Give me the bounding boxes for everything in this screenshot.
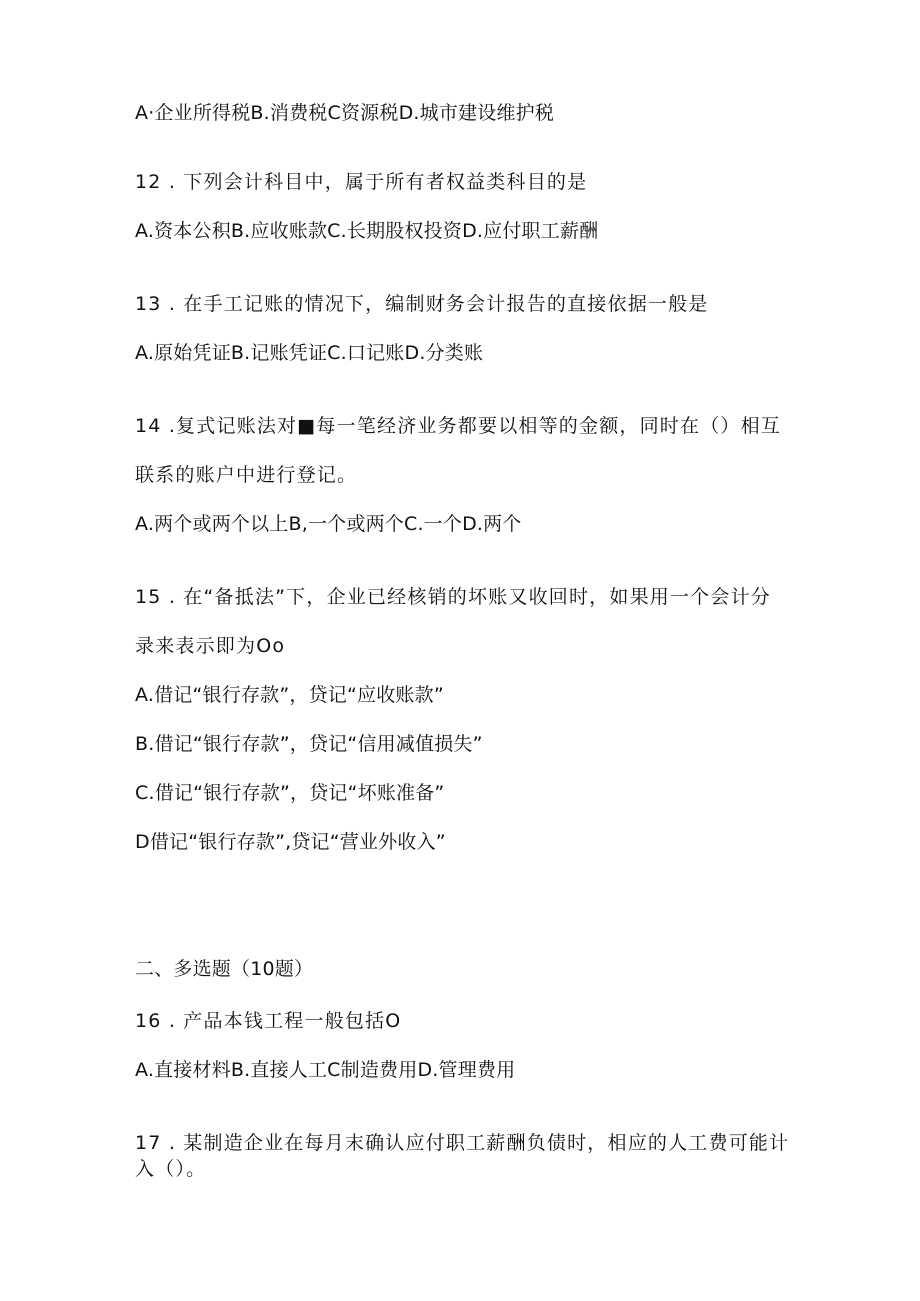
q17-stem-line2: 入（）。 xyxy=(135,1158,207,1180)
q16-options: A.直接材料B.直接人工C制造费用D.管理费用 xyxy=(135,1059,516,1081)
q13-stem: 13 . 在手工记账的情况下，编制财务会计报告的直接依据一般是 xyxy=(135,293,709,315)
q15-option-d: D借记“银行存款”,贷记“营业外收入” xyxy=(135,831,446,853)
q15-option-c: C.借记“银行存款”，贷记“坏账准备” xyxy=(135,782,445,804)
q17-stem-line1: 17 . 某制造企业在每月末确认应付职工薪酬负债时，相应的人工费可能计 xyxy=(135,1132,790,1154)
q15-stem-line2: 录来表示即为Oo xyxy=(135,635,286,657)
q14-stem-line1: 14 .复式记账法对■每一笔经济业务都要以相等的金额，同时在（）相互 xyxy=(135,415,782,437)
q12-stem: 12 . 下列会计科目中，属于所有者权益类科目的是 xyxy=(135,171,588,193)
q15-stem-line1: 15 . 在“备抵法”下，企业已经核销的坏账又收回时，如果用一个会计分 xyxy=(135,586,771,608)
q12-options: A.资本公积B.应收账款C.长期股权投资D.应付职工薪酬 xyxy=(135,220,599,242)
q14-options: A.两个或两个以上B,一个或两个C.一个D.两个 xyxy=(135,513,522,535)
q13-options: A.原始凭证B.记账凭证C.口记账D.分类账 xyxy=(135,342,484,364)
q16-stem: 16 . 产品本钱工程一般包括O xyxy=(135,1010,402,1032)
q11-options: A·企业所得税B.消费税C资源税D.城市建设维护税 xyxy=(135,102,555,124)
q15-option-a: A.借记“银行存款”，贷记“应收账款” xyxy=(135,684,444,706)
q15-option-b: B.借记“银行存款”，贷记“信用减值损失” xyxy=(135,733,483,755)
q14-stem-line2: 联系的账户中进行登记。 xyxy=(135,464,358,486)
section-heading-multiple-choice: 二、多选题（10题） xyxy=(135,958,314,980)
